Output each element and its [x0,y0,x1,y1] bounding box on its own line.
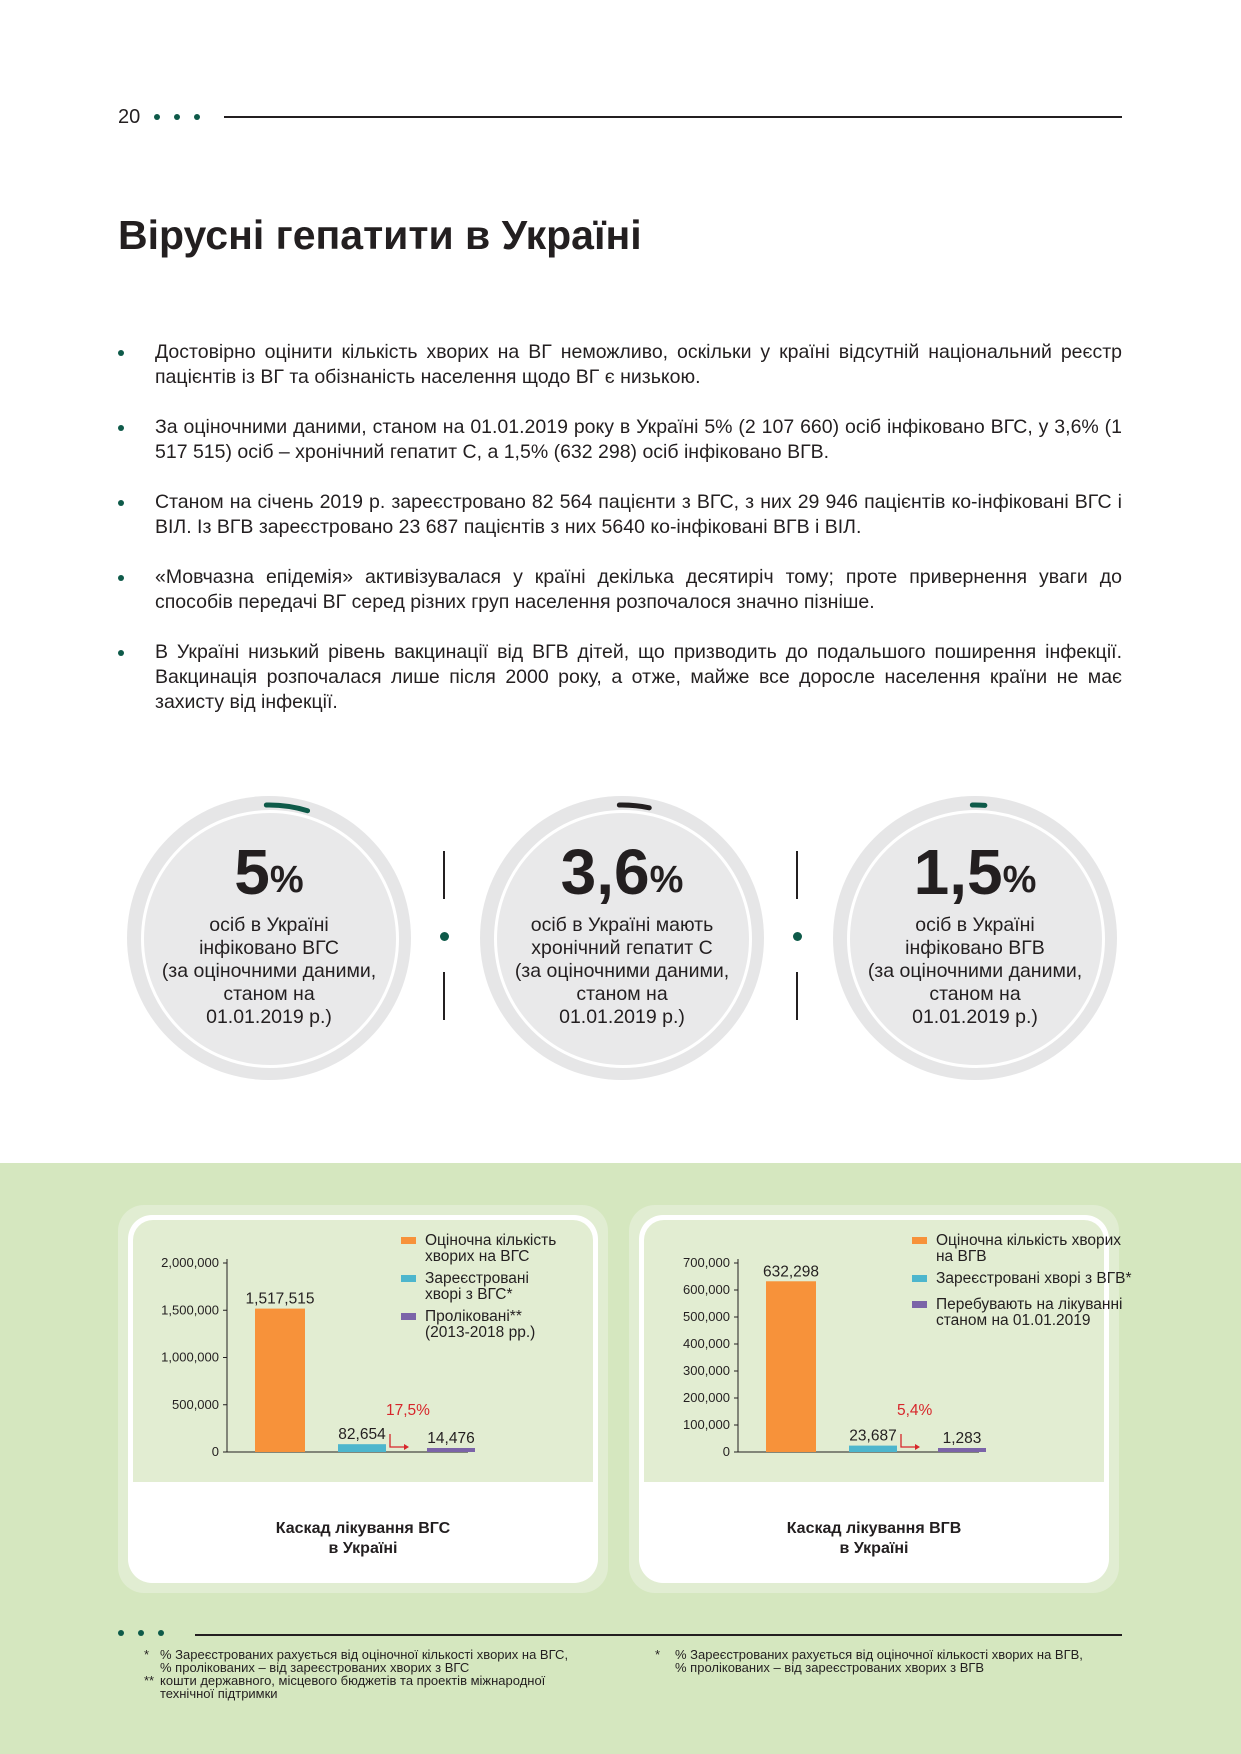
stat-unit: % [269,859,304,901]
divider-bar [796,851,798,899]
stat-line: 01.01.2019 р.) [912,1006,1038,1028]
y-tick-label: 200,000 [683,1390,730,1405]
legend-swatch [912,1301,927,1308]
bullet-item [118,490,1122,540]
y-tick-label: 500,000 [172,1396,219,1412]
legend-label: Зареєстровані хворі з ВГВ* [936,1270,1132,1287]
footnote [144,1648,604,1676]
chart-hbv [639,1215,1132,1515]
chart-caption-line: в Україні [328,1540,398,1557]
stat-number [833,836,1117,908]
y-tick-label: 0 [722,1444,730,1459]
chart-hcv [128,1215,598,1515]
stat-progress-arc [266,805,307,811]
bullet-dot [118,425,124,431]
annotation-arrow [390,1434,404,1447]
chart-card-inner [639,1215,1132,1583]
header-rule [224,116,1122,118]
bullet-text: «Мовчазна епідемія» активізувалася у країні декілька десятиріч тому; проте привернення уваги до способів передачі ВГ серед різних груп населення розпочалося значно пізніше. [155,566,1122,613]
divider-bar [443,851,445,899]
stat-line: осіб в Україні [209,914,329,936]
bullet-text: Достовірно оцінити кількість хворих на ВГ неможливо, оскільки у країні відсутній національний реєстр пацієнтів із ВГ та обізнаність населення щодо ВГ є низькою. [155,341,1122,388]
bullet-item [118,640,1122,715]
stat-line: (за оціночними даними, [161,960,377,982]
divider-dot [440,932,449,941]
bar-value-label: 82,654 [338,1426,386,1444]
legend-label: Перебувають на лікуванні [936,1296,1123,1313]
bullet-dot [118,650,124,656]
footnote [655,1648,1115,1676]
stat-circle-hcv [127,796,411,1080]
stat-description [494,914,750,1029]
legend-label: станом на 01.01.2019 [936,1312,1091,1329]
bar-value-label: 1,283 [942,1430,982,1447]
divider-bar [796,972,798,1020]
bullet-dot [118,500,124,506]
annotation-label: 17,5% [386,1402,430,1419]
annotation-arrow [901,1434,915,1447]
chart-caption-line: Каскад лікування ВГС [275,1520,451,1537]
annotation-arrowhead [915,1444,920,1450]
bar [938,1448,986,1452]
y-tick-label: 400,000 [683,1336,730,1351]
bar-value-label: 23,687 [849,1427,897,1445]
footer-dots [118,1630,168,1638]
chart-card-hbv [629,1205,1132,1593]
y-tick-label: 100,000 [683,1417,730,1432]
stat-line: осіб в Україні [915,914,1035,936]
stat-line: інфіковано ВГС [199,937,339,959]
y-tick-label: 0 [211,1444,219,1459]
footnote-line: % Зареєстрованих рахується від оціночної кількості хворих на ВГС, [160,1647,569,1662]
annotation-label: 5,4% [897,1402,933,1419]
footnote-line: % пролікованих – від зареєстрованих хворих з ВГС [160,1660,470,1675]
stat-line: (за оціночними даними, [867,960,1083,982]
legend-label: хворих на ВГС [425,1248,530,1265]
bullet-item [118,340,1122,390]
y-tick-label: 300,000 [683,1363,730,1378]
stat-line: (за оціночними даними, [514,960,730,982]
bar-value-label: 14,476 [427,1430,475,1447]
stat-value: 3,6 [560,836,650,908]
legend-swatch [401,1237,416,1244]
bullet-item [118,415,1122,465]
legend-label: Проліковані** [425,1308,522,1325]
footnote-line: кошти державного, місцевого бюджетів та проектів міжнародної [160,1673,546,1688]
y-tick-label: 500,000 [683,1309,730,1324]
stat-line: осіб в Україні мають [530,914,714,936]
bar [338,1444,386,1452]
bullet-text: За оціночними даними, станом на 01.01.2019 року в Україні 5% (2 107 660) осіб інфіковано ВГС, у 3,6% (1 517 515) осіб – хронічний гепатит С, а 1,5% (632 298) осіб інфіковано ВГВ. [155,416,1122,463]
stat-circle-hbv [833,796,1117,1080]
stat-line: станом на [223,983,315,1005]
legend-label: на ВГВ [936,1248,987,1265]
footnote-line: % Зареєстрованих рахується від оціночної кількості хворих на ВГВ, [675,1647,1083,1662]
bar [849,1446,897,1452]
chart-caption [639,1519,1109,1559]
bar [766,1281,816,1452]
stat-number [127,836,411,908]
stat-line: станом на [929,983,1021,1005]
footer-rule [195,1634,1122,1636]
legend-swatch [401,1275,416,1282]
legend-label: Оціночна кількість хворих [936,1232,1122,1249]
footnote-line: технічної підтримки [160,1686,278,1701]
stat-description [847,914,1103,1029]
bullet-item [118,565,1122,615]
legend-label: Зареєстровані [425,1270,529,1287]
stat-unit: % [1002,859,1037,901]
bullet-dot [118,350,124,356]
divider-dot [793,932,802,941]
y-tick-label: 700,000 [683,1255,730,1270]
chart-caption-line: Каскад лікування ВГВ [786,1520,962,1537]
chart-caption [128,1519,598,1559]
page-number: 20 [118,106,141,128]
footnote [144,1674,604,1702]
chart-card-hcv [118,1205,608,1593]
footnote-line: % пролікованих – від зареєстрованих хворих з ВГВ [675,1660,985,1675]
stat-line: 01.01.2019 р.) [559,1006,685,1028]
stat-line: 01.01.2019 р.) [206,1006,332,1028]
stat-line: хронічний гепатит С [531,937,713,959]
chart-caption-line: в Україні [839,1540,909,1557]
legend-label: хворі з ВГС* [425,1286,513,1303]
stat-circle-chronic-hcv [480,796,764,1080]
y-tick-label: 1,500,000 [161,1302,219,1318]
bar-value-label: 632,298 [762,1263,820,1281]
legend-label: Оціночна кількість [425,1232,557,1249]
footnote-mark: * [655,1647,661,1662]
bar-value-label: 1,517,515 [245,1290,315,1308]
bullet-dot [118,575,124,581]
annotation-arrowhead [404,1444,409,1450]
bar [255,1309,305,1452]
stat-number [480,836,764,908]
footnote-mark: ** [144,1673,155,1688]
divider-bar [443,972,445,1020]
footnote-mark: * [144,1647,150,1662]
legend-swatch [401,1313,416,1320]
stat-description [141,914,397,1029]
bullet-text: В Україні низький рівень вакцинації від ВГВ дітей, що призводить до подальшого поширення інфекції. Вакцинація розпочалася лише після 2000 року, а отже, майже все доросле населення країни не має захисту від інфекції. [155,641,1122,713]
stat-line: інфіковано ВГВ [905,937,1045,959]
stat-value: 5 [234,836,270,908]
legend-label: (2013-2018 рр.) [425,1324,536,1341]
page-title: Вірусні гепатити в Україні [118,212,642,258]
bullet-text: Станом на січень 2019 р. зареєстровано 82 564 пацієнти з ВГС, з них 29 946 пацієнтів ко-інфіковані ВГС і ВІЛ. Із ВГВ зареєстровано 23 687 пацієнтів з них 5640 ко-інфіковані ВГВ і ВІЛ. [155,491,1122,538]
y-tick-label: 600,000 [683,1282,730,1297]
bar [427,1448,475,1452]
y-tick-label: 2,000,000 [161,1255,219,1270]
stat-progress-arc [619,805,649,808]
header-dots [154,114,204,122]
legend-swatch [912,1237,927,1244]
stat-unit: % [649,859,684,901]
stat-value: 1,5 [913,836,1003,908]
stat-line: станом на [576,983,668,1005]
legend-swatch [912,1275,927,1282]
bullet-list [118,340,1122,740]
y-tick-label: 1,000,000 [161,1349,219,1365]
chart-card-inner [128,1215,598,1583]
